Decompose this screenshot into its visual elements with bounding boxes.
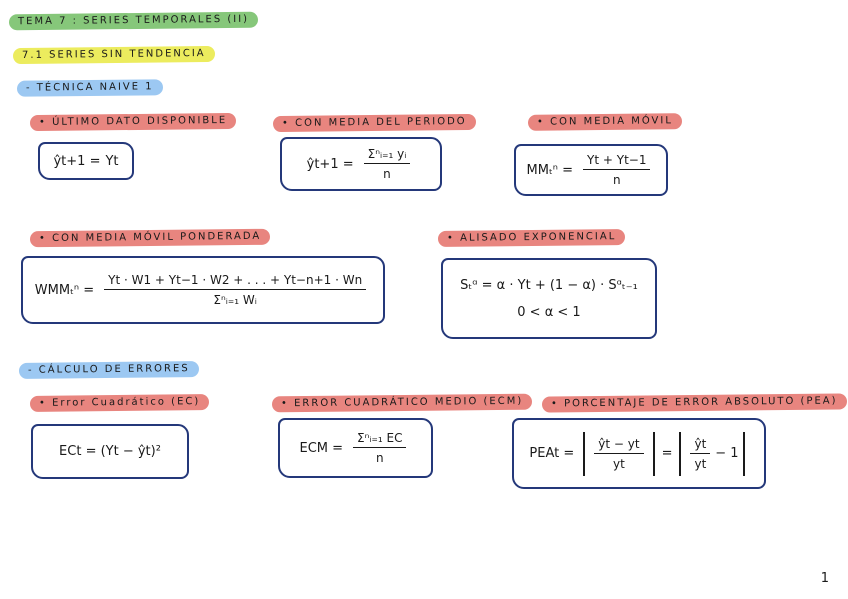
numerator: Yt + Yt−1	[583, 153, 650, 170]
equals-sign: =	[661, 446, 673, 461]
formula-media-periodo	[280, 137, 442, 191]
formula-lhs: WMMₜⁿ =	[34, 282, 95, 298]
numerator: Σⁿᵢ₌₁ yᵢ	[364, 147, 411, 164]
formula-rhs: Yt	[105, 153, 119, 169]
label-media-periodo: • CON MEDIA DEL PERIODO	[273, 114, 476, 132]
formula-error-cuadratico	[31, 424, 189, 479]
label-error-cuadratico: • Error Cuadrático (EC)	[30, 394, 209, 412]
abs-bar	[653, 432, 655, 476]
fraction	[690, 437, 710, 471]
denominator: yt	[694, 456, 707, 471]
formula-text: ECt = (Yt − ŷt)²	[59, 444, 161, 459]
formula-error-cuadratico-medio	[278, 418, 433, 478]
subsection-heading: - TÉCNICA NAIVE 1	[17, 79, 163, 97]
formula-lhs: ŷt+1 =	[53, 153, 101, 169]
fraction	[364, 147, 411, 181]
abs-bar	[743, 432, 745, 476]
page-title: TEMA 7 : SERIES TEMPORALES (II)	[9, 12, 258, 31]
page-number: 1	[820, 571, 829, 586]
label-error-cuadratico-medio: • ERROR CUADRÁTICO MEDIO (ECM)	[272, 394, 532, 413]
denominator: n	[383, 167, 391, 181]
label-ultimo-dato: • ÚLTIMO DATO DISPONIBLE	[30, 113, 236, 131]
fraction	[583, 153, 650, 187]
formula-alisado-exponencial	[441, 258, 657, 339]
formula-porcentaje-error-absoluto	[512, 418, 766, 489]
formula-media-movil	[514, 144, 668, 196]
label-alisado-exponencial: • ALISADO EXPONENCIAL	[438, 229, 625, 247]
formula-ultimo-dato	[38, 142, 134, 180]
formula-media-movil-ponderada	[21, 256, 385, 324]
formula-lhs: ŷt+1 =	[306, 156, 354, 172]
denominator: n	[612, 173, 621, 187]
minus-one: − 1	[715, 446, 739, 461]
abs-bar	[583, 432, 585, 476]
formula-lhs: MMₜⁿ =	[526, 162, 574, 178]
fraction	[104, 273, 366, 307]
section-heading: 7.1 SERIES SIN TENDENCIA	[13, 46, 215, 64]
formula-lhs: ECM =	[299, 440, 344, 456]
fraction	[594, 437, 643, 471]
denominator: n	[375, 451, 384, 465]
numerator: Σⁿᵢ₌₁ EC	[353, 431, 406, 448]
label-porcentaje-error-absoluto: • PORCENTAJE DE ERROR ABSOLUTO (PEA)	[542, 393, 847, 412]
fraction	[353, 431, 406, 465]
denominator: Σⁿᵢ₌₁ Wᵢ	[213, 293, 257, 307]
numerator: Yt · W1 + Yt−1 · W2 + . . . + Yt−n+1 · Wn	[104, 273, 366, 290]
formula-line: Sₜᵅ = α · Yt + (1 − α) · Sᵅₜ₋₁	[460, 277, 638, 293]
numerator: ŷt	[690, 437, 710, 454]
label-media-movil-ponderada: • CON MEDIA MÓVIL PONDERADA	[30, 229, 270, 248]
denominator: yt	[613, 456, 625, 471]
formula-condition: 0 < α < 1	[517, 304, 581, 320]
numerator: ŷt − yt	[594, 437, 643, 454]
errores-heading: - CÁLCULO DE ERRORES	[19, 361, 199, 379]
label-media-movil: • CON MEDIA MÓVIL	[528, 113, 682, 131]
abs-bar	[679, 432, 681, 476]
formula-lhs: PEAt =	[529, 446, 575, 461]
